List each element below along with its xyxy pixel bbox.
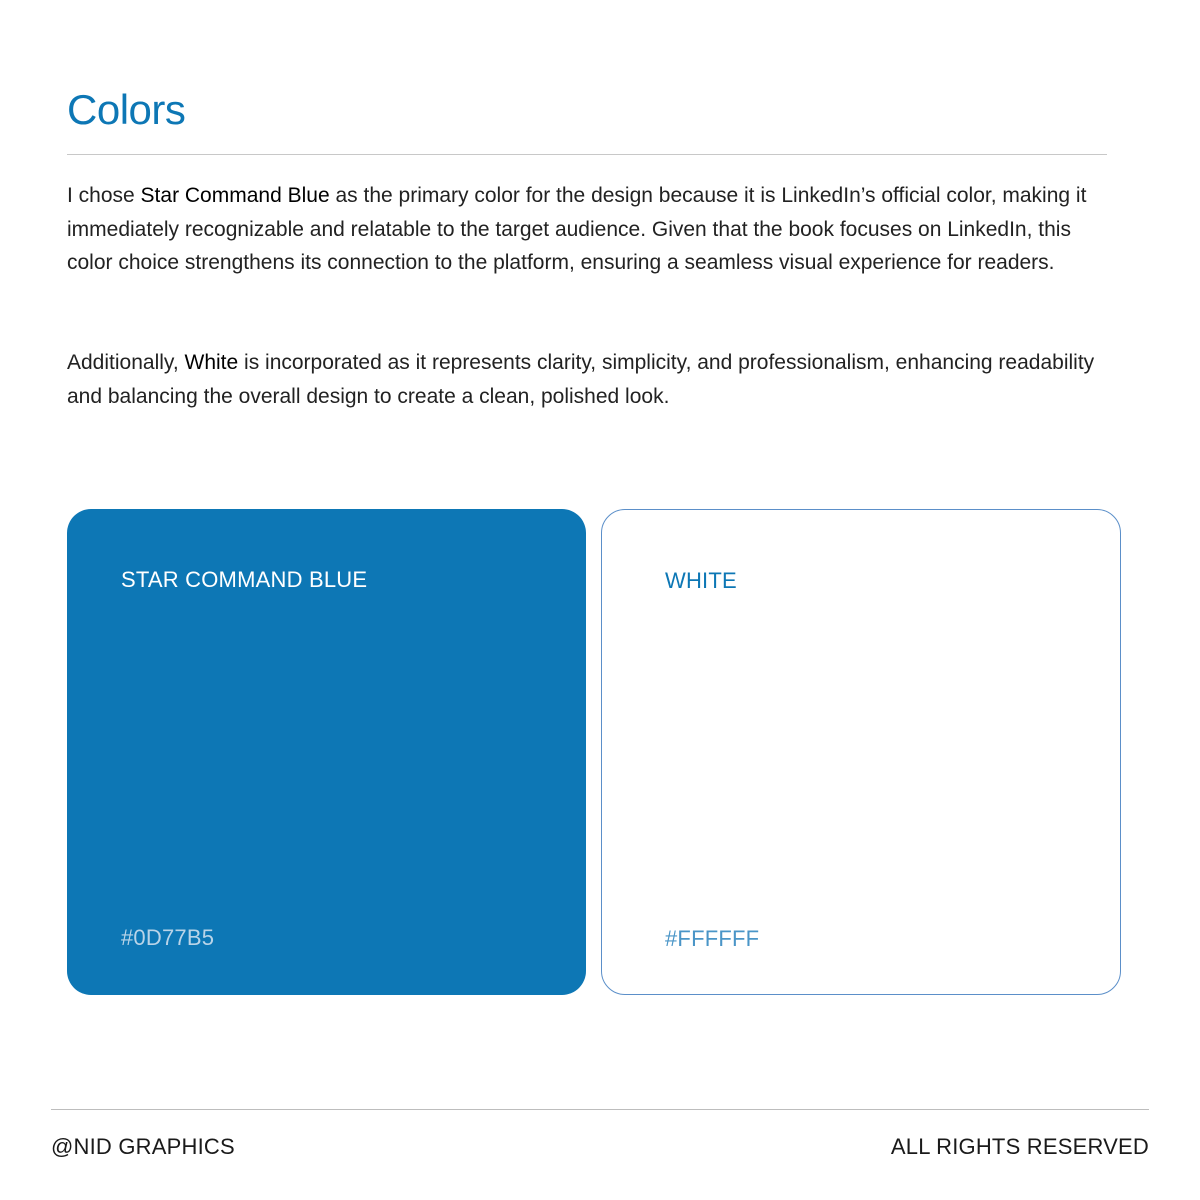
- page-title: Colors: [67, 86, 186, 133]
- primary-color-highlight: Star Command Blue: [140, 184, 330, 207]
- secondary-text-end: is incorporated as it represents clarity, simplicity, and professionalism, enhancing readability and balancing the overall design to create a clean, polished look.: [67, 351, 1095, 408]
- secondary-text-start: Additionally,: [67, 351, 185, 374]
- swatch-name: STAR COMMAND BLUE: [121, 567, 368, 592]
- swatch-hex-code: #FFFFFF: [665, 926, 760, 951]
- intro-text-start: I chose: [67, 184, 141, 207]
- swatch-card-blue: [67, 509, 586, 995]
- intro-text-end: as the primary color for the design because it is LinkedIn’s official color, making it immediately recognizable and relatable to the target audience. Given that the book focuses on LinkedIn, this color choice strengthens its connection to the platform, ensuring a seamless visual experience for readers.: [67, 184, 1087, 274]
- secondary-paragraph: [67, 346, 1117, 413]
- secondary-color-highlight: White: [184, 351, 239, 374]
- swatch-name: WHITE: [665, 568, 737, 593]
- intro-paragraph: [67, 179, 1117, 280]
- footer-divider: [51, 1109, 1149, 1110]
- footer-brand: @NID GRAPHICS: [51, 1134, 235, 1159]
- swatch-card-white: [601, 509, 1121, 995]
- title-divider: [67, 154, 1107, 155]
- footer-rights: ALL RIGHTS RESERVED: [890, 1134, 1149, 1159]
- swatch-hex-code: #0D77B5: [121, 925, 215, 950]
